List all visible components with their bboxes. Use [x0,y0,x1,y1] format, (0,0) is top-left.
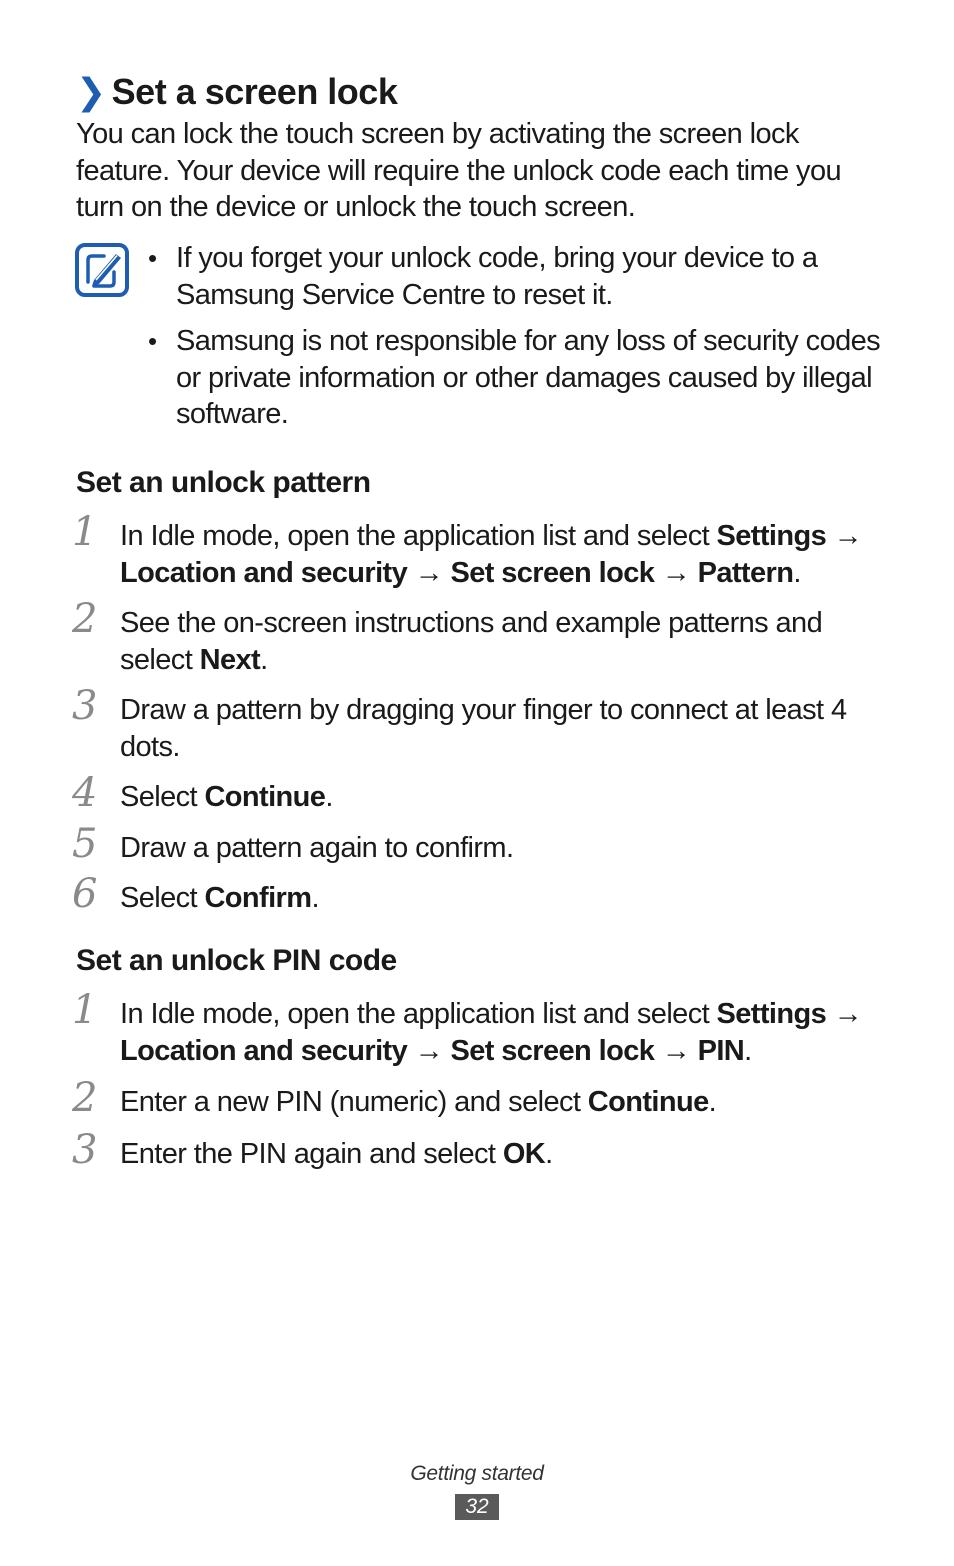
step-text [120,832,513,864]
bullet: • [148,326,157,356]
note-item [148,323,888,433]
step-keyword: Continue [587,1086,709,1118]
step-number: 6 [72,871,98,917]
note-pencil-icon [74,242,130,298]
step-item [72,770,886,816]
step-text [120,694,847,763]
step-run: → [407,1034,451,1067]
step-item [72,987,886,1069]
section-title-text: Set a screen lock [111,71,398,112]
pin-heading: Set an unlock PIN code [76,944,397,977]
step-run: In Idle mode, open the application list and select [120,998,717,1030]
step-run: → [826,520,862,552]
step-keyword: OK [502,1137,546,1170]
step-number: 5 [72,820,98,867]
step-run: Draw a pattern by dragging your finger to connect at least 4 dots. [120,694,847,763]
step-text [120,998,862,1067]
step-run: . [545,1137,553,1170]
chevron-right-icon: ❯ [76,71,106,112]
pattern-heading: Set an unlock pattern [76,466,371,499]
step-run: . [708,1086,717,1118]
step-text [120,781,333,813]
note-text: Samsung is not responsible for any loss of security codes or private information or other damages caused by illegal software. [176,325,881,430]
step-item [72,820,886,867]
step-run: → [654,556,698,589]
step-run: . [260,643,268,676]
step-text [120,882,319,914]
page-number-badge: 32 [455,1494,499,1520]
step-number: 3 [72,1126,98,1173]
step-keyword: Set screen lock [450,1034,655,1067]
step-number: 2 [72,596,98,642]
step-keyword: PIN [697,1034,745,1067]
step-text [120,607,822,676]
intro-paragraph: You can lock the touch screen by activating the screen lock feature. Your device will require the unlock code each time you turn on the device or unlock the touch screen. [76,118,842,223]
bullet: • [148,243,157,273]
step-keyword: Continue [204,781,326,813]
note-item [148,240,888,313]
step-keyword: Pattern [697,556,794,589]
step-run: → [407,556,451,589]
step-run: Enter a new PIN (numeric) and select [120,1086,588,1118]
step-run: → [654,1034,698,1067]
step-number: 2 [72,1075,98,1121]
step-run: → [826,998,862,1030]
pin-steps [72,987,886,1173]
step-run: Select [120,781,205,813]
note-text: If you forget your unlock code, bring your device to a Samsung Service Centre to reset it. [176,242,818,311]
step-text [120,1086,716,1118]
step-number: 1 [72,509,98,555]
step-run: See the on-screen instructions and example patterns and select [120,607,823,676]
step-keyword: Location and security [120,556,408,589]
step-text [120,1138,553,1170]
note-list [148,240,888,443]
pattern-steps [72,509,886,917]
footer-chapter-label: Getting started [410,1462,544,1485]
step-number: 3 [72,683,98,729]
step-keyword: Settings [716,520,827,552]
step-run: Enter the PIN again and select [120,1137,503,1170]
step-keyword: Location and security [120,1034,408,1067]
step-run: . [325,781,333,813]
step-keyword: Settings [716,998,827,1030]
step-item [72,596,886,678]
step-run: Select [120,882,205,914]
step-number: 4 [72,770,98,816]
step-item [72,1075,886,1121]
step-run: . [793,556,801,589]
step-run: . [744,1034,752,1067]
step-item [72,509,886,591]
step-text [120,520,862,589]
step-item [72,683,886,765]
step-run: Draw a pattern again to confirm. [120,831,514,864]
step-keyword: Set screen lock [450,556,655,589]
step-item [72,871,886,917]
step-run: . [311,882,319,914]
section-title [76,70,397,114]
step-keyword: Next [199,643,261,676]
step-item [72,1126,886,1173]
step-keyword: Confirm [204,882,312,914]
step-number: 1 [72,987,98,1033]
step-run: In Idle mode, open the application list and select [120,520,717,552]
